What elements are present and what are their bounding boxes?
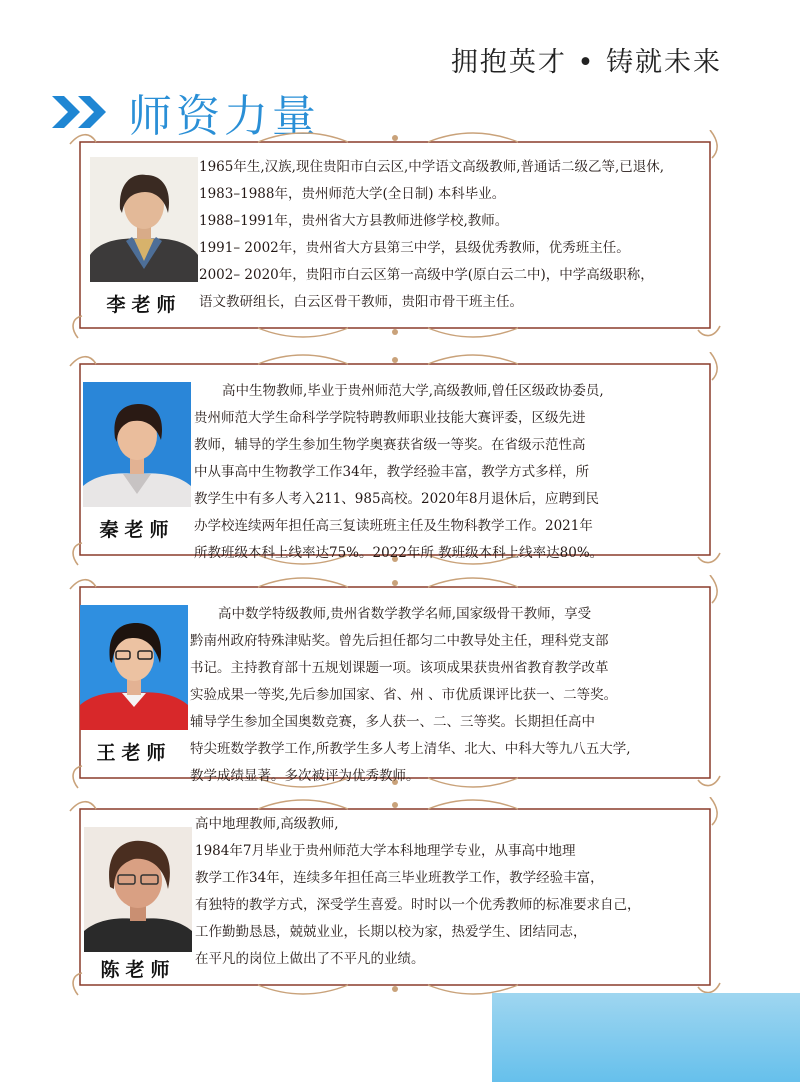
teacher-card-qin (68, 352, 722, 567)
teacher-photo-li (90, 157, 198, 282)
bio-line: 2002– 2020年，贵阳市白云区第一高级中学(原白云二中)，中学高级职称， (199, 267, 654, 283)
teacher-photo-qin (83, 382, 191, 507)
teacher-name: 秦老师 (99, 519, 175, 541)
bio-line: 教学工作34年，连续多年担任高三毕业班教学工作，教学经验丰富， (195, 870, 604, 886)
bio-line: 书记。主持教育部十五规划课题一项。该项成果获贵州省教育教学改革 (190, 660, 609, 676)
bio-line: 教学成绩显著。多次被评为优秀教师。 (190, 768, 420, 784)
bio-line: 高中地理教师,高级教师, (195, 816, 339, 832)
bio-line: 1965年生,汉族,现住贵阳市白云区,中学语文高级教师,普通话二级乙等,已退休, (199, 159, 665, 175)
teacher-photo-wang (80, 605, 188, 730)
bio-line: 1991– 2002年，贵州省大方县第三中学，县级优秀教师，优秀班主任。 (199, 240, 630, 256)
teacher-name: 陈老师 (100, 959, 176, 981)
bio-line: 语文教研组长，白云区骨干教师，贵阳市骨干班主任。 (199, 294, 523, 310)
bio-line: 黔南州政府特殊津贴奖。曾先后担任都匀二中教导处主任，理科党支部 (190, 633, 609, 649)
page-slogan: 拥抱英才 • 铸就未来 (450, 47, 722, 78)
teacher-card-wang (68, 575, 722, 790)
bio-line: 工作勤勤恳恳，兢兢业业，长期以校为家，热爱学生、团结同志， (195, 924, 587, 940)
bio-line: 1988–1991年，贵州省大方县教师进修学校,教师。 (199, 213, 509, 229)
bio-line: 1984年7月毕业于贵州师范大学本科地理学专业，从事高中地理 (195, 843, 576, 859)
bio-line: 高中生物教师,毕业于贵州师范大学,高级教师,曾任区级政协委员, (222, 383, 604, 399)
bio-line: 1983–1988年，贵州师范大学(全日制) 本科毕业。 (199, 186, 506, 202)
decorative-blue-block (492, 993, 800, 1082)
double-chevron-icon (52, 92, 114, 132)
teacher-bio (190, 601, 715, 790)
bio-line: 高中数学特级教师,贵州省数学教学名师,国家级骨干教师，享受 (218, 606, 592, 622)
teacher-card-li (68, 130, 722, 340)
section-title: 师资力量 (128, 91, 320, 142)
teacher-bio (199, 154, 719, 316)
bio-line: 所教班级本科上线率达75%。2022年所 教班级本科上线率达80%。 (194, 545, 604, 561)
bio-line: 实验成果一等奖,先后参加国家、省、州 、市优质课评比获一、二等奖。 (190, 687, 618, 703)
bio-line: 特尖班数学教学工作,所教学生多人考上清华、北大、中科大等九八五大学, (190, 741, 631, 757)
bio-line: 有独特的教学方式，深受学生喜爱。时时以一个优秀教师的标准要求自己， (195, 897, 641, 913)
bio-line: 办学校连续两年担任高三复读班班主任及生物科教学工作。2021年 (194, 518, 593, 534)
bio-line: 教师，辅导的学生参加生物学奥赛获省级一等奖。在省级示范性高 (194, 437, 586, 453)
bio-line: 在平凡的岗位上做出了不平凡的业绩。 (195, 951, 425, 967)
bio-line: 贵州师范大学生命科学学院特聘教师职业技能大赛评委，区级先进 (194, 410, 586, 426)
teacher-card-chen (68, 797, 722, 997)
bio-line: 辅导学生参加全国奥数竞赛，多人获一、二、三等奖。长期担任高中 (190, 714, 595, 730)
bio-line: 教学生中有多人考入211、985高校。2020年8月退休后，应聘到民 (194, 491, 599, 507)
teacher-photo-chen (84, 827, 192, 952)
bio-line: 中从事高中生物教学工作34年，教学经验丰富，教学方式多样，所 (194, 464, 590, 480)
teacher-name: 李老师 (106, 294, 182, 316)
teacher-bio (195, 811, 715, 973)
teacher-bio (194, 378, 714, 567)
teacher-name: 王老师 (96, 742, 172, 764)
